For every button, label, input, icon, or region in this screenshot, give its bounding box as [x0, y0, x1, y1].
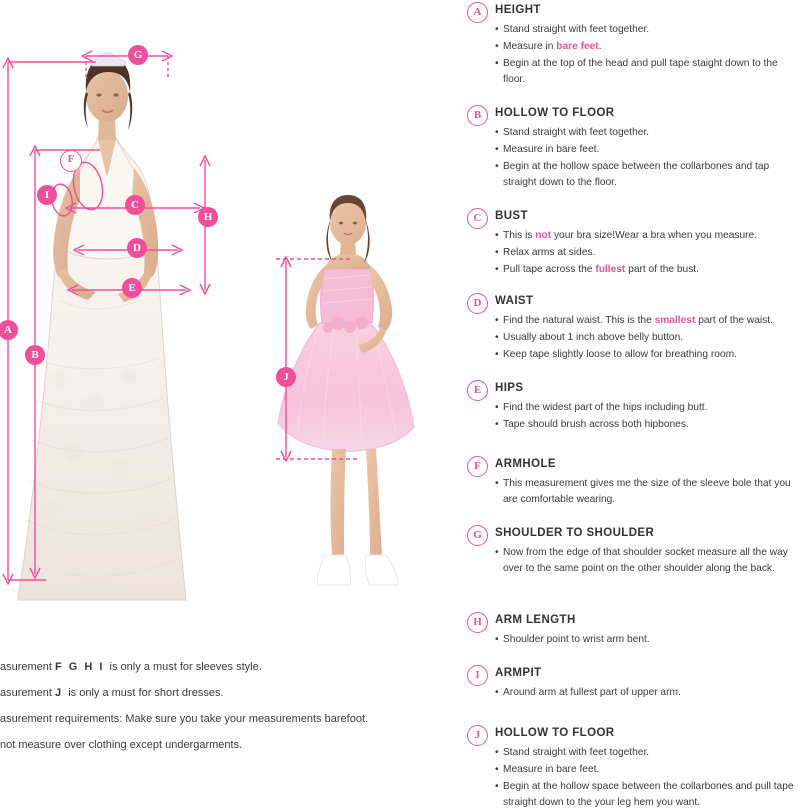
guide-bullets-hollow-to-floor	[495, 125, 795, 192]
guide-bullets-bust	[495, 228, 795, 279]
marker-I: I	[37, 185, 57, 205]
marker-D: D	[127, 238, 147, 258]
guide-title-armpit: ARMPIT	[495, 667, 542, 679]
badge-I: I	[467, 665, 488, 686]
bullet: • Measure in bare feet.	[495, 142, 795, 158]
bullet: • Keep tape slightly loose to allow for breathing room.	[495, 347, 795, 363]
guide-title-waist: WAIST	[495, 295, 534, 307]
bullet: • Stand straight with feet together.	[495, 22, 795, 38]
bullet: • Stand straight with feet together.	[495, 125, 795, 141]
bullet: • This is not your bra size!Wear a bra when you measure.	[495, 228, 795, 244]
bride-short-dress-figure	[258, 195, 458, 635]
guide-title-hollow-to-leg-hem: HOLLOW TO FLOOR	[495, 727, 615, 739]
badge-J: J	[467, 725, 488, 746]
bullet: • Tape should brush across both hipbones.	[495, 417, 795, 433]
bullet: • Relax arms at sides.	[495, 245, 795, 261]
bullet: • Usually about 1 inch above belly button.	[495, 330, 795, 346]
guide-title-bust: BUST	[495, 210, 528, 222]
bullet: • Find the widest part of the hips including butt.	[495, 400, 795, 416]
measurement-notes	[0, 660, 440, 764]
bullet: • Measure in bare feet.	[495, 39, 795, 55]
badge-C: C	[467, 208, 488, 229]
bullet: • Around arm at fullest part of upper arm.	[495, 685, 795, 701]
marker-G: G	[128, 45, 148, 65]
marker-H: H	[198, 207, 218, 227]
badge-B: B	[467, 105, 488, 126]
long-dress-measure-overlay	[0, 0, 250, 640]
note-line-4: not measure over clothing except undergarments.	[0, 739, 243, 751]
marker-E: E	[122, 278, 142, 298]
guide-title-shoulder-to-shoulder: SHOULDER TO SHOULDER	[495, 527, 655, 539]
guide-bullets-hollow-to-leg-hem	[495, 745, 795, 812]
guide-bullets-armpit	[495, 685, 795, 702]
marker-B: B	[25, 345, 45, 365]
note-line-3: asurement requirements: Make sure you take your measurements barefoot.	[0, 713, 369, 725]
bullet: • Stand straight with feet together.	[495, 745, 795, 761]
badge-A: A	[467, 2, 488, 23]
guide-bullets-waist	[495, 313, 795, 364]
badge-G: G	[467, 525, 488, 546]
guide-bullets-armhole	[495, 476, 795, 509]
marker-A: A	[0, 320, 18, 340]
badge-D: D	[467, 293, 488, 314]
guide-bullets-hips	[495, 400, 795, 434]
guide-bullets-height	[495, 22, 795, 89]
bullet: • Pull tape across the fullest part of the bust.	[495, 262, 795, 278]
marker-J: J	[276, 367, 296, 387]
guide-title-height: HEIGHT	[495, 4, 541, 16]
bride-long-dress-figure	[0, 0, 250, 640]
badge-F: F	[467, 456, 488, 477]
marker-F: F	[60, 150, 82, 172]
bullet: • Find the natural waist. This is the smallest part of the waist.	[495, 313, 795, 329]
short-dress-measure-overlay	[258, 195, 458, 635]
bullet: • Begin at the top of the head and pull tape staight down to the floor.	[495, 56, 795, 88]
bullet: • Begin at the hollow space between the collarbones and pull tape straight down to the your leg hem you want.	[495, 779, 795, 811]
guide-bullets-arm-length	[495, 632, 795, 649]
bullet: • Shoulder point to wrist arm bent.	[495, 632, 795, 648]
badge-E: E	[467, 380, 488, 401]
bullet: • This measurement gives me the size of the sleeve bole that you are comfortable wearing.	[495, 476, 795, 508]
guide-title-armhole: ARMHOLE	[495, 458, 556, 470]
guide-title-arm-length: ARM LENGTH	[495, 614, 576, 626]
bullet: • Begin at the hollow space between the collarbones and tap straight down to the floor.	[495, 159, 795, 191]
bullet: • Measure in bare feet.	[495, 762, 795, 778]
guide-title-hollow-to-floor: HOLLOW TO FLOOR	[495, 107, 615, 119]
note-line-1: asurement F G H I is only a must for sleeves style.	[0, 661, 262, 673]
measurement-guide-list	[462, 0, 800, 808]
bullet: • Now from the edge of that shoulder socket measure all the way over to the same point on the other shoulder along the back.	[495, 545, 795, 577]
guide-bullets-shoulder-to-shoulder	[495, 545, 795, 578]
marker-C: C	[125, 195, 145, 215]
note-line-2: asurement J is only a must for short dresses.	[0, 687, 224, 699]
guide-title-hips: HIPS	[495, 382, 524, 394]
badge-H: H	[467, 612, 488, 633]
